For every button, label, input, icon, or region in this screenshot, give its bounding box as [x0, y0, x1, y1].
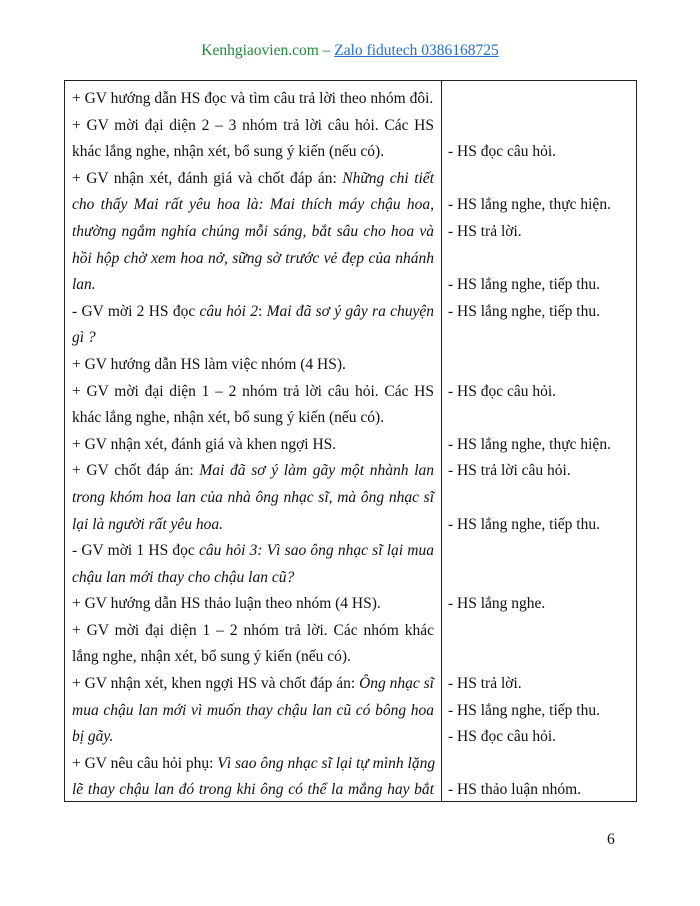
teacher-activity-column	[72, 86, 434, 804]
teacher-line-text: + GV mời đại diện 2 – 3 nhóm trả lời câu hỏi. Các HS	[72, 116, 434, 134]
student-line	[448, 113, 633, 140]
teacher-line	[72, 618, 434, 645]
teacher-line	[72, 591, 434, 618]
teacher-line-text: - GV mời 1 HS đọc	[72, 542, 199, 560]
teacher-line-text: hồi hộp chờ xem hoa nở, sững sờ trước vẻ đẹp của nhánh	[72, 249, 434, 267]
teacher-line-text: lan.	[72, 276, 96, 294]
student-line	[448, 86, 633, 113]
teacher-line	[72, 458, 434, 485]
teacher-line	[72, 724, 434, 751]
teacher-line	[72, 485, 434, 512]
student-line: - HS trả lời câu hỏi.	[448, 462, 571, 480]
teacher-line	[72, 777, 434, 804]
student-line	[448, 538, 633, 565]
student-line: - HS lắng nghe.	[448, 595, 546, 613]
student-line	[448, 325, 633, 352]
student-line: - HS lắng nghe, tiếp thu.	[448, 515, 600, 533]
teacher-line-text: câu hỏi 2	[199, 302, 258, 320]
teacher-line	[72, 139, 434, 166]
student-line: - HS thảo luận nhóm.	[448, 781, 582, 799]
student-line: - HS đọc câu hỏi.	[448, 728, 557, 746]
student-line	[448, 246, 633, 273]
teacher-line-text: Mai đã sơ ý gây ra chuyện	[266, 302, 435, 320]
header-site: Kenhgiaovien.com	[201, 42, 319, 59]
teacher-line	[72, 432, 434, 459]
teacher-line	[72, 192, 434, 219]
student-line	[448, 352, 633, 379]
teacher-line-text: + GV mời đại diện 1 – 2 nhóm trả lời câu hỏi. Các HS	[72, 382, 434, 400]
teacher-line-text: + GV mời đại diện 1 – 2 nhóm trả lời. Các nhóm khác	[72, 621, 434, 639]
teacher-line	[72, 299, 434, 326]
teacher-line-text: lẽ thay chậu lan đó trong khi ông có thể la mắng hay bắt	[72, 781, 434, 799]
student-line	[448, 751, 633, 778]
teacher-line-text: khác lắng nghe, nhận xét, bổ sung ý kiến (nếu có).	[72, 143, 385, 161]
student-line: - HS đọc câu hỏi.	[448, 143, 557, 161]
student-line: - HS trả lời.	[448, 675, 522, 693]
teacher-line	[72, 405, 434, 432]
teacher-line	[72, 166, 434, 193]
teacher-line-text: + GV nhận xét, khen ngợi HS và chốt đáp án:	[72, 675, 360, 693]
teacher-line-text: lại là người rất yêu hoa.	[72, 515, 224, 533]
student-line	[448, 565, 633, 592]
teacher-line-text: + GV nêu câu hỏi phụ:	[72, 754, 218, 772]
teacher-line	[72, 379, 434, 406]
teacher-line-text: gì ?	[72, 329, 96, 347]
teacher-line	[72, 86, 434, 113]
student-line: - HS đọc câu hỏi.	[448, 382, 557, 400]
header-zalo-link[interactable]: Zalo fidutech 0386168725	[334, 42, 499, 59]
student-activity-column	[448, 86, 633, 804]
teacher-line-text: + GV nhận xét, đánh giá và khen ngợi HS.	[72, 435, 337, 453]
teacher-line	[72, 538, 434, 565]
teacher-line-text: - GV mời 2 HS đọc	[72, 302, 200, 320]
student-line	[448, 166, 633, 193]
teacher-line-text: + GV chốt đáp án:	[72, 462, 200, 480]
teacher-line-text: lắng nghe, nhận xét, bổ sung ý kiến (nếu có).	[72, 648, 351, 666]
student-line	[448, 485, 633, 512]
teacher-line	[72, 565, 434, 592]
teacher-line-text: :	[258, 302, 267, 320]
student-line	[448, 644, 633, 671]
teacher-line	[72, 698, 434, 725]
teacher-line	[72, 246, 434, 273]
teacher-line-text: thường ngắm nghía chúng mỗi sáng, bắt sâu cho hoa và	[72, 222, 434, 240]
student-line: - HS lắng nghe, thực hiện.	[448, 196, 611, 214]
student-line: - HS lắng nghe, thực hiện.	[448, 435, 611, 453]
teacher-line	[72, 671, 434, 698]
teacher-line-text: + GV nhận xét, đánh giá và chốt đáp án:	[72, 169, 343, 187]
page-number: 6	[607, 831, 615, 848]
teacher-line-text: Vì sao ông nhạc sĩ lại tự mình lặng	[217, 754, 436, 772]
teacher-line-text: + GV hướng dẫn HS đọc và tìm câu trả lời theo nhóm đôi.	[72, 90, 434, 107]
teacher-line-text: khác lắng nghe, nhận xét, bổ sung ý kiến (nếu có).	[72, 409, 385, 427]
student-line	[448, 618, 633, 645]
teacher-line	[72, 751, 434, 778]
teacher-line-text: cho thấy Mai rất yêu hoa là: Mai thích máy chậu hoa,	[72, 196, 434, 214]
teacher-line-text: Những chi tiết	[342, 169, 434, 187]
teacher-line	[72, 113, 434, 140]
teacher-line-text: câu hỏi 3: Vì sao ông nhạc sĩ lại mua	[198, 542, 434, 560]
lesson-table	[64, 80, 637, 802]
teacher-line-text: mua chậu lan mới vì muốn thay chậu lan cũ có bông hoa	[72, 701, 434, 719]
teacher-line-text: Mai đã sơ ý làm gãy một nhành lan	[199, 462, 434, 480]
teacher-line-text: Ông nhạc sĩ	[359, 675, 434, 693]
teacher-line-text: trong khóm hoa lan của nhà ông nhạc sĩ, mà ông nhạc sĩ	[72, 488, 434, 506]
teacher-line	[72, 644, 434, 671]
teacher-line	[72, 219, 434, 246]
teacher-line-text: chậu lan mới thay cho chậu lan cũ?	[72, 568, 295, 586]
teacher-line	[72, 325, 434, 352]
student-line: - HS lắng nghe, tiếp thu.	[448, 276, 600, 294]
header-separator: –	[318, 42, 335, 59]
teacher-line	[72, 512, 434, 539]
teacher-line-text: bị gãy.	[72, 728, 114, 746]
teacher-line	[72, 352, 434, 379]
student-line: - HS lắng nghe, tiếp thu.	[448, 701, 600, 719]
student-line: - HS lắng nghe, tiếp thu.	[448, 302, 600, 320]
column-divider	[441, 81, 442, 801]
teacher-line-text: + GV hướng dẫn HS làm việc nhóm (4 HS).	[72, 355, 346, 373]
teacher-line-text: + GV hướng dẫn HS thảo luận theo nhóm (4 HS).	[72, 595, 381, 613]
page-header	[0, 41, 700, 61]
teacher-line	[72, 272, 434, 299]
student-line: - HS trả lời.	[448, 222, 522, 240]
student-line	[448, 405, 633, 432]
